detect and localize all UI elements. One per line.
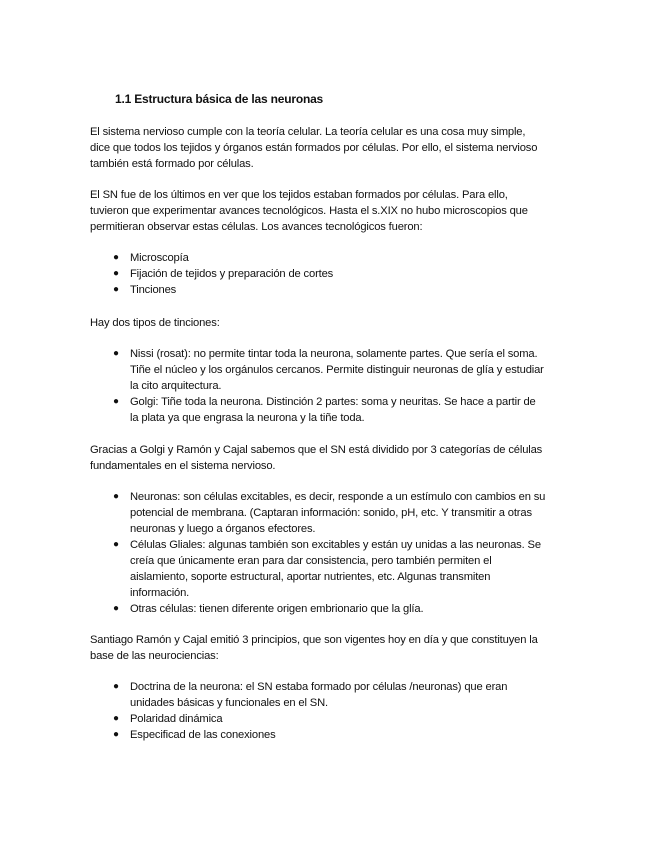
text-line: Células Gliales: algunas también son excitables y están uy unidas a las neuronas. Se <box>130 539 541 551</box>
text-line: fundamentales en el sistema nervioso. <box>90 460 276 472</box>
text-line: Gracias a Golgi y Ramón y Cajal sabemos que el SN está dividido por 3 categorías de células <box>90 444 543 456</box>
section-heading: 1.1 Estructura básica de las neuronas <box>115 92 324 106</box>
list-item <box>108 537 564 601</box>
list-item <box>108 250 564 266</box>
bullet-icon: ● <box>113 396 119 407</box>
text-line: Fijación de tejidos y preparación de cortes <box>130 268 334 280</box>
list-item <box>108 727 564 743</box>
text-line: información. <box>130 587 190 599</box>
paragraph <box>90 315 564 331</box>
list-item <box>108 394 564 426</box>
text-line: Doctrina de la neurona: el SN estaba formado por células /neuronas) que eran <box>130 681 508 693</box>
paragraph <box>90 187 564 235</box>
list-item <box>108 601 564 617</box>
text-line: neuronas y luego a órganos efectores. <box>130 523 316 535</box>
text-line: dice que todos los tejidos y órganos están formados por células. Por ello, el sistema nervioso <box>90 142 538 154</box>
text-line: la cito arquitectura. <box>130 380 222 392</box>
paragraph <box>90 442 564 474</box>
bullet-icon: ● <box>113 268 119 279</box>
bullet-icon: ● <box>113 681 119 692</box>
text-line: Hay dos tipos de tinciones: <box>90 317 220 329</box>
text-line: Otras células: tienen diferente origen embrionario que la glía. <box>130 603 424 615</box>
bullet-icon: ● <box>113 252 119 263</box>
text-line: El sistema nervioso cumple con la teoría celular. La teoría celular es una cosa muy simple, <box>90 126 526 138</box>
bullet-icon: ● <box>113 729 119 740</box>
text-line: Nissi (rosat): no permite tintar toda la neurona, solamente partes. Que sería el soma. <box>130 348 538 360</box>
paragraph <box>90 632 564 664</box>
text-line: Golgi: Tiñe toda la neurona. Distinción 2 partes: soma y neuritas. Se hace a partir de <box>130 396 536 408</box>
text-line: creía que únicamente eran para dar consistencia, pero también permiten el <box>130 555 492 567</box>
text-line: base de las neurociencias: <box>90 650 219 662</box>
bullet-icon: ● <box>113 491 119 502</box>
bullet-icon: ● <box>113 348 119 359</box>
list-item <box>108 282 564 298</box>
text-line: Tiñe el núcleo y los orgánulos cercanos. Permite distinguir neuronas de glía y estudiar <box>130 364 544 376</box>
list-item <box>108 266 564 282</box>
list-item <box>108 346 564 394</box>
bullet-icon: ● <box>113 713 119 724</box>
text-line: El SN fue de los últimos en ver que los tejidos estaban formados por células. Para ello, <box>90 189 508 201</box>
list-item <box>108 711 564 727</box>
list-item <box>108 679 564 711</box>
text-line: Especificad de las conexiones <box>130 729 276 741</box>
text-line: Santiago Ramón y Cajal emitió 3 principios, que son vigentes hoy en día y que constituyen la <box>90 634 538 646</box>
bullet-list <box>108 346 564 426</box>
text-line: unidades básicas y funcionales en el SN. <box>130 697 328 709</box>
paragraph <box>90 124 564 172</box>
text-line: también está formado por células. <box>90 158 254 170</box>
text-line: tuvieron que experimentar avances tecnológicos. Hasta el s.XIX no hubo microscopios que <box>90 205 528 217</box>
text-line: Tinciones <box>130 284 177 296</box>
text-line: Polaridad dinámica <box>130 713 223 725</box>
text-line: potencial de membrana. (Captaran información: sonido, pH, etc. Y transmitir a otras <box>130 507 532 519</box>
bullet-list <box>108 250 564 298</box>
bullet-icon: ● <box>113 284 119 295</box>
bullet-icon: ● <box>113 603 119 614</box>
text-line: aislamiento, soporte estructural, aportar nutrientes, etc. Algunas transmiten <box>130 571 491 583</box>
text-line: Microscopía <box>130 252 189 264</box>
bullet-list <box>108 489 564 617</box>
bullet-icon: ● <box>113 539 119 550</box>
list-item <box>108 489 564 537</box>
text-line: la plata ya que engrasa la neurona y la tiñe toda. <box>130 412 365 424</box>
text-line: Neuronas: son células excitables, es decir, responde a un estímulo con cambios en su <box>130 491 546 503</box>
bullet-list <box>108 679 564 743</box>
text-line: permitieran observar estas células. Los avances tecnológicos fueron: <box>90 221 423 233</box>
